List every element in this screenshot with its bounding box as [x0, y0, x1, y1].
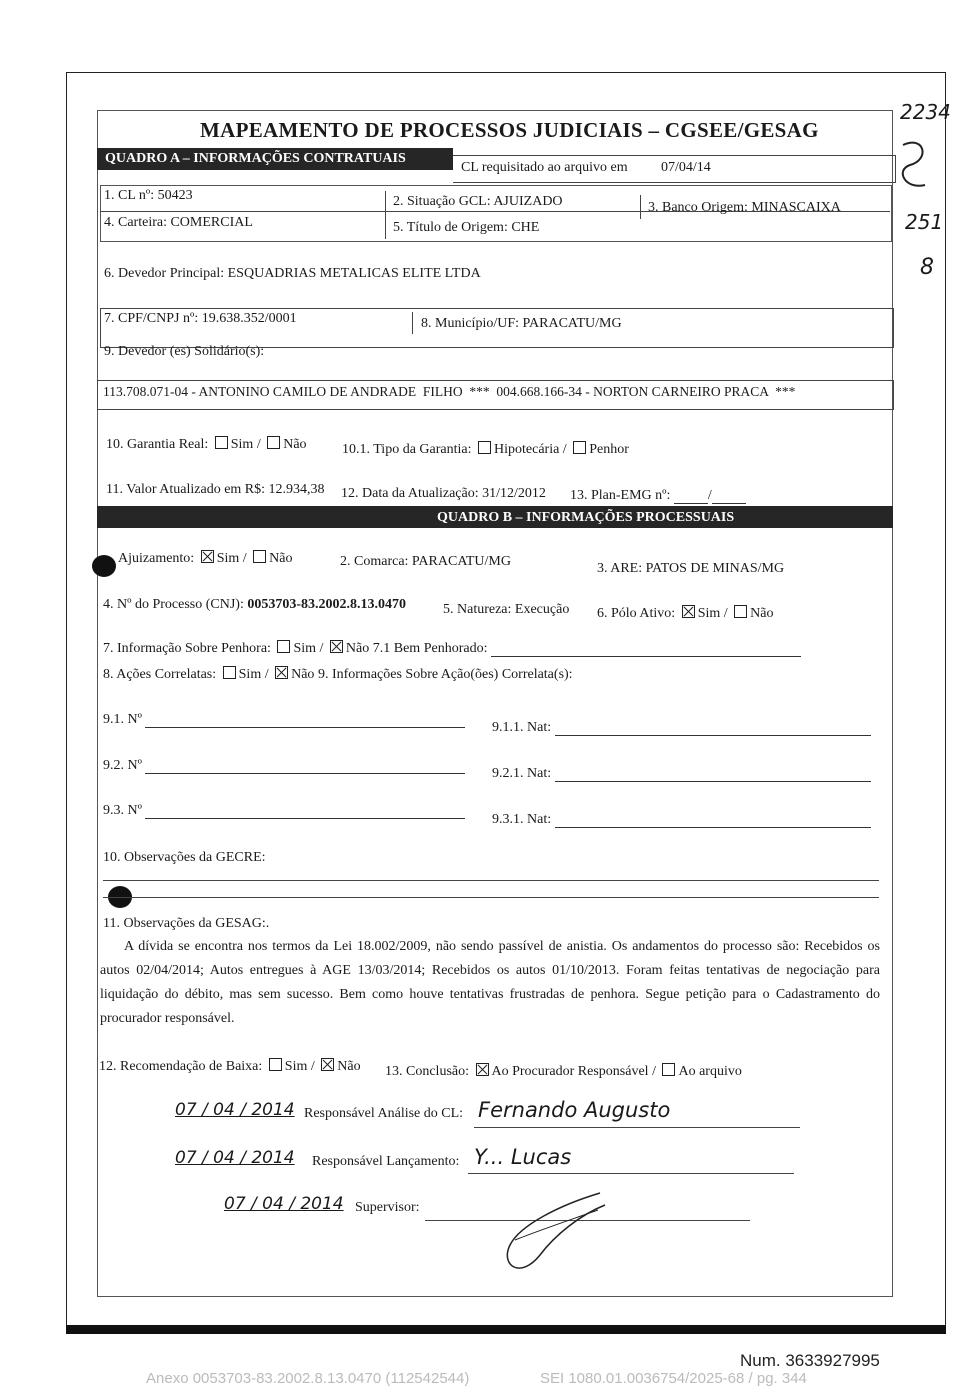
field-numero-processo — [103, 597, 406, 613]
n93-blank — [145, 818, 465, 819]
penhora-sim-checkbox[interactable] — [277, 640, 290, 653]
ao-procurador-checkbox[interactable] — [476, 1063, 489, 1076]
field-data-atualizacao: 12. Data da Atualização: 31/12/2012 — [341, 486, 546, 501]
penhora-nao-checkbox[interactable] — [330, 640, 343, 653]
n921-label: 9.2.1. Nat: — [492, 766, 552, 781]
ajuizamento-nao-checkbox[interactable] — [253, 550, 266, 563]
field-devedor-solidario-label: 9. Devedor (es) Solidário(s): — [104, 344, 265, 359]
margin-scribble-icon — [895, 135, 935, 195]
field-observacoes-gesag-label: 11. Observações da GESAG:. — [103, 916, 270, 931]
penhor-label: Penhor — [589, 442, 629, 457]
polo-ativo-label: 6. Pólo Ativo: — [597, 606, 676, 621]
quadro-b-header — [97, 506, 893, 528]
supervisor-signature-icon — [480, 1185, 630, 1285]
scan-frame-bottom — [66, 1325, 946, 1334]
ajuizamento-label: Ajuizamento: — [118, 551, 195, 566]
observacoes-gesag-text: A dívida se encontra nos termos da Lei 18.002/2009, não sendo passível de anistia. Os andamentos do processo são: Recebidos os autos 02/04/2014; Autos entregues à AGE 13/03/2014; Recebidos os autos 01/10/2013. Foram feitas tentativas de negociação para liquidação do débito, mas sem sucesso. Bem como houve tentativas frustradas de penhora. Segue petição para o Cadastramento do procurador responsável. — [100, 939, 880, 1026]
recomendacao-baixa-label: 12. Recomendação de Baixa: — [99, 1059, 263, 1074]
field-9-3-1-nat — [492, 812, 871, 828]
field-titulo-origem: 5. Título de Origem: CHE — [393, 220, 540, 235]
tipo-garantia-label: 10.1. Tipo da Garantia: — [342, 442, 472, 457]
scan-frame-top — [66, 72, 946, 73]
n93-label: 9.3. Nº — [103, 803, 142, 818]
cl-requisitado-box — [453, 155, 896, 183]
n92-label: 9.2. Nº — [103, 758, 142, 773]
n921-blank — [555, 781, 871, 782]
n911-blank — [555, 735, 871, 736]
informacao-penhora-label: 7. Informação Sobre Penhora: — [103, 641, 271, 656]
col-divider — [412, 312, 413, 334]
field-carteira: 4. Carteira: COMERCIAL — [104, 215, 253, 230]
acoes-correlatas-label: 8. Ações Correlatas: — [103, 667, 217, 682]
ao-arquivo-label: Ao arquivo — [678, 1064, 742, 1079]
ao-procurador-label: Ao Procurador Responsável / — [491, 1064, 656, 1079]
hipotecaria-label: Hipotecária / — [494, 442, 567, 457]
field-natureza: 5. Natureza: Execução — [443, 602, 570, 617]
sim-label: Sim / — [697, 606, 728, 621]
nao-label: Não — [291, 667, 315, 682]
cl-requisitado-label: CL requisitado ao arquivo em — [461, 160, 628, 175]
analise-signature: Fernando Augusto — [478, 1098, 671, 1122]
field-municipio-uf: 8. Município/UF: PARACATU/MG — [421, 316, 622, 331]
informacoes-acoes-label: 9. Informações Sobre Ação(ões) Correlata(s): — [317, 667, 573, 682]
sim-label: Sim / — [230, 437, 261, 452]
numero-processo-label: 4. Nº do Processo (CNJ): — [103, 597, 244, 612]
field-cpf-cnpj: 7. CPF/CNPJ nº: 19.638.352/0001 — [104, 311, 297, 326]
n91-blank — [145, 727, 465, 728]
n931-label: 9.3.1. Nat: — [492, 812, 552, 827]
n911-label: 9.1.1. Nat: — [492, 720, 552, 735]
footer-anexo: Anexo 0053703-83.2002.8.13.0470 (112542544) — [146, 1370, 470, 1387]
sim-label: Sim / — [238, 667, 269, 682]
scan-frame-left — [66, 72, 67, 1334]
field-9-2-1-nat — [492, 766, 871, 782]
field-conclusao — [385, 1063, 742, 1080]
ao-arquivo-checkbox[interactable] — [662, 1063, 675, 1076]
field-9-2-numero — [103, 758, 465, 774]
field-valor-atualizado: 11. Valor Atualizado em R$: 12.934,38 — [106, 482, 325, 497]
field-plan-emg: 13. Plan-EMG nº: / — [570, 488, 746, 504]
supervisor-label: Supervisor: — [355, 1200, 420, 1215]
sim-label: Sim / — [216, 551, 247, 566]
numero-processo-value: 0053703-83.2002.8.13.0470 — [247, 597, 407, 612]
field-situacao-gcl: 2. Situação GCL: AJUIZADO — [393, 194, 563, 209]
analise-signature-line — [474, 1127, 800, 1128]
n92-blank — [145, 773, 465, 774]
page-title: MAPEAMENTO DE PROCESSOS JUDICIAIS – CGSEE/GESAG — [200, 118, 819, 142]
analise-label: Responsável Análise do CL: — [304, 1106, 464, 1121]
nao-label: Não — [750, 606, 774, 621]
col-divider — [385, 191, 386, 239]
garantia-nao-checkbox[interactable] — [267, 436, 280, 449]
cl-requisitado-date: 07/04/14 — [661, 160, 711, 175]
sim-label: Sim / — [284, 1059, 315, 1074]
gecre-line — [103, 897, 879, 898]
analise-date: 07 / 04 / 2014 — [175, 1100, 295, 1120]
bem-penhorado-blank — [491, 656, 801, 657]
footer-sei: SEI 1080.01.0036754/2025-68 / pg. 344 — [540, 1370, 807, 1387]
field-informacao-penhora — [103, 640, 801, 657]
hipotecaria-checkbox[interactable] — [478, 441, 491, 454]
baixa-sim-checkbox[interactable] — [269, 1058, 282, 1071]
conclusao-label: 13. Conclusão: — [385, 1064, 469, 1079]
field-recomendacao-baixa — [99, 1058, 361, 1075]
sim-label: Sim / — [293, 641, 324, 656]
lancamento-signature-line — [468, 1173, 794, 1174]
garantia-real-label: 10. Garantia Real: — [106, 437, 209, 452]
margin-note-page-number: 2234 — [900, 100, 951, 124]
quadro-a-header — [97, 148, 453, 170]
lancamento-date: 07 / 04 / 2014 — [175, 1148, 295, 1168]
plan-emg-blank — [674, 503, 708, 504]
penhor-checkbox[interactable] — [573, 441, 586, 454]
scan-frame-right — [945, 72, 946, 1334]
supervisor-date: 07 / 04 / 2014 — [224, 1194, 344, 1214]
bem-penhorado-label: 7.1 Bem Penhorado: — [372, 641, 488, 656]
field-polo-ativo — [597, 605, 773, 622]
col-divider — [640, 195, 641, 219]
quadro-a-header-label: QUADRO A – INFORMAÇÕES CONTRATUAIS — [105, 151, 406, 166]
nao-label: Não — [269, 551, 293, 566]
field-are: 3. ARE: PATOS DE MINAS/MG — [597, 561, 785, 576]
baixa-nao-checkbox[interactable] — [321, 1058, 334, 1071]
field-banco-origem: 3. Banco Origem: MINASCAIXA — [648, 200, 841, 215]
margin-note-side-number: 251 — [905, 210, 944, 234]
field-9-1-numero — [103, 712, 465, 728]
field-observacoes-gecre-label: 10. Observações da GECRE: — [103, 850, 266, 865]
punch-hole — [92, 555, 116, 577]
margin-note-mark: 8 — [920, 255, 934, 280]
document-number: Num. 3633927995 — [740, 1351, 880, 1370]
n91-label: 9.1. Nº — [103, 712, 142, 727]
garantia-sim-checkbox[interactable] — [215, 436, 228, 449]
plan-emg-blank — [712, 503, 746, 504]
field-9-1-1-nat — [492, 720, 871, 736]
field-tipo-garantia — [342, 441, 629, 458]
field-cl-numero: 1. CL nº: 50423 — [104, 188, 193, 203]
acoes-correlatas-sim-checkbox[interactable] — [223, 666, 236, 679]
ajuizamento-sim-checkbox[interactable] — [201, 550, 214, 563]
field-acoes-correlatas — [103, 666, 573, 683]
acoes-correlatas-nao-checkbox[interactable] — [275, 666, 288, 679]
plan-emg-label: 13. Plan-EMG nº: — [570, 488, 671, 503]
lancamento-label: Responsável Lançamento: — [312, 1154, 460, 1169]
n931-blank — [555, 827, 871, 828]
field-garantia-real — [106, 436, 307, 453]
polo-ativo-nao-checkbox[interactable] — [734, 605, 747, 618]
lancamento-signature: Y... Lucas — [474, 1145, 572, 1169]
gecre-line — [103, 880, 879, 881]
field-9-3-numero — [103, 803, 465, 819]
nao-label: Não — [283, 437, 307, 452]
polo-ativo-sim-checkbox[interactable] — [682, 605, 695, 618]
quadro-b-header-label: QUADRO B – INFORMAÇÕES PROCESSUAIS — [437, 510, 735, 525]
nao-label: Não — [345, 641, 370, 656]
field-comarca: 2. Comarca: PARACATU/MG — [340, 554, 511, 569]
field-devedor-principal: 6. Devedor Principal: ESQUADRIAS METALICAS ELITE LTDA — [104, 266, 481, 281]
field-ajuizamento — [118, 550, 293, 567]
field-devedor-solidario-value: 113.708.071-04 - ANTONINO CAMILO DE ANDRADE FILHO *** 004.668.166-34 - NORTON CARNEIRO PRACA *** — [103, 384, 796, 399]
nao-label: Não — [337, 1059, 361, 1074]
